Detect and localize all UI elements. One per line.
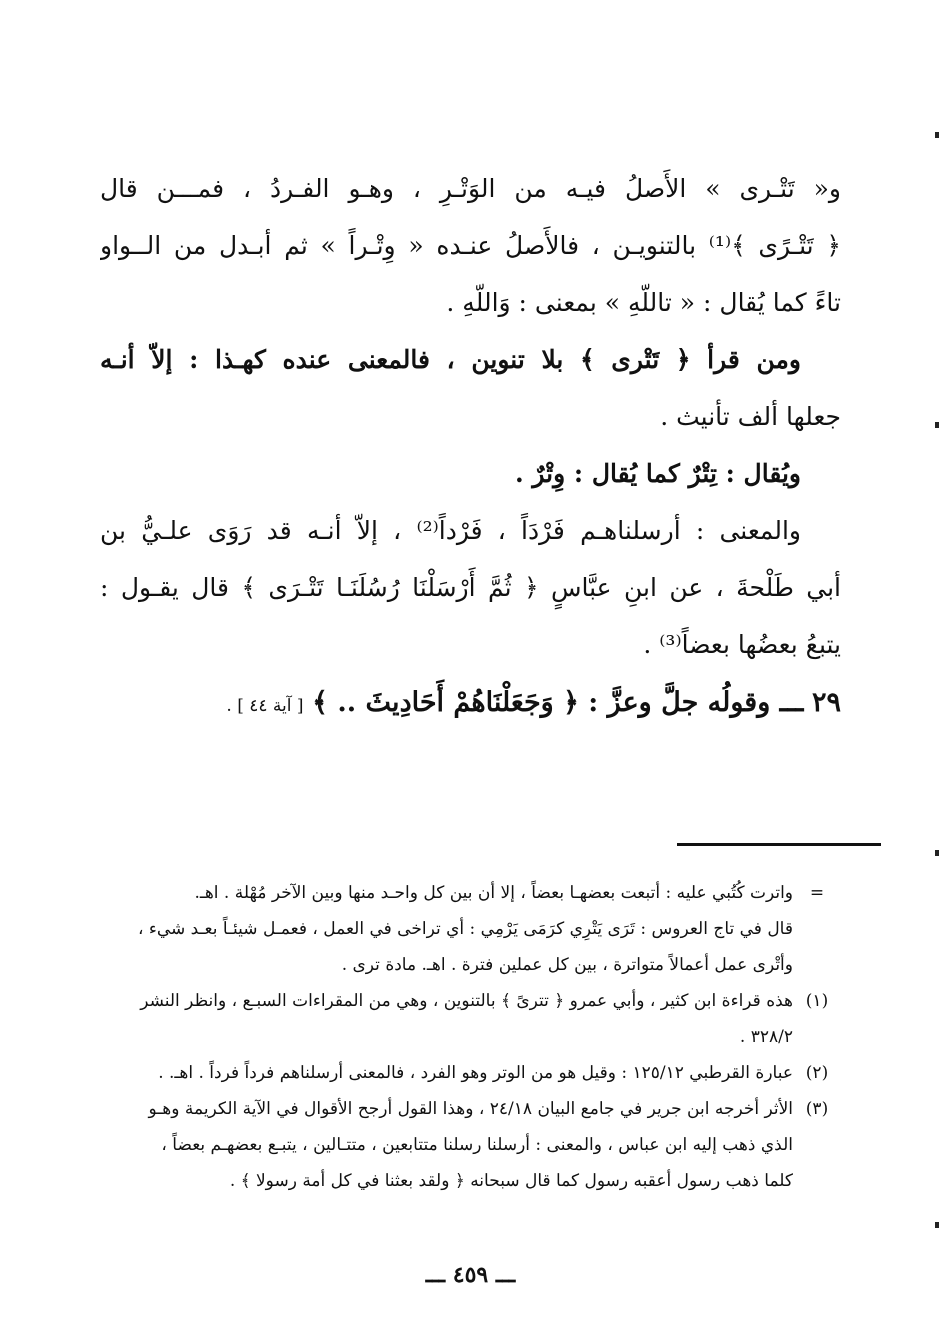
footnote-1 (100, 983, 841, 1055)
text-line: جعلها ألف تأنيث . (660, 402, 841, 431)
footnote-line: عبارة القرطبي ١٢٥/١٢ : وقيل هو من الوتر وهو الفرد ، فالمعنى أرسلناهم فرداً فرداً . اهـ. . (158, 1063, 793, 1083)
text-line: ويُقال : تِتْرٌ كما يُقال : وِتْرٌ . (514, 459, 801, 488)
scan-edge-mark (935, 422, 939, 428)
footnote-mark: (٢) (805, 1063, 829, 1083)
footnote-mark: (١) (805, 991, 829, 1011)
scan-edge-mark (935, 132, 939, 138)
footnote-line: الذي ذهب إليه ابن عباس ، والمعنى : أرسلنا رسلنا متتابعين ، متتـالين ، يتبـع بعضهـم بعضاً ، (161, 1135, 793, 1155)
page-number: ـــ ٤٥٩ ـــ (425, 1262, 516, 1288)
footnote-separator (677, 843, 881, 846)
footnote-line: ٣٢٨/٢ . (739, 1027, 793, 1047)
item-heading-text: ـــ وقولُه جلَّ وعزَّ : ﴿ وَجَعَلْنَاهُمْ أَحَادِيثَ .. ﴾ (312, 687, 804, 718)
footnote-line: كلما ذهب رسول أعقبه رسول كما قال سبحانه ﴿ ولقد بعثنا في كل أمة رسولا ﴾ . (229, 1171, 793, 1191)
item-29-heading (100, 673, 841, 736)
text-line: ﴿ تَتْـرًى ﴾⁽¹⁾ بالتنويـن ، فالأَصلُ عنـده « وِتْـراً » ثم أبـدل من الــواو (100, 231, 841, 260)
main-text (100, 160, 841, 736)
text-line: أبي طَلْحةَ ، عن ابنِ عبَّاسٍ ﴿ ثُمَّ أَرْسَلْنَا رُسُلَنَـا تَتْـرَى ﴾ قال يقـول : (100, 573, 841, 602)
text-line: تاءً كما يُقال : « تاللّهِ » بمعنى : وَاللّهِ . (446, 288, 841, 317)
footnote-mark: (٣) (805, 1099, 829, 1119)
scan-edge-mark (935, 850, 939, 856)
scan-edge-mark (935, 1222, 939, 1228)
text-line: والمعنى : أرسلناهـم فَرْدَاً ، فَرْداً⁽²⁾ ، إلاّ أنـه قد رَوَى علـيُّ بن (100, 516, 801, 545)
text-line: ومن قرأ ﴿ تَتْرى ﴾ بلا تنوين ، فالمعنى عنده كهـذا : إلاّ أنـه (100, 345, 801, 374)
footnote-mark: = (809, 883, 825, 903)
footnote-3 (100, 1091, 841, 1199)
footnote-line: وأتْرى عمل أعمالاً متواترة ، بين كل عملين فترة . اهـ. مادة ترى . (341, 955, 793, 975)
verse-reference: [ آية ٤٤ ] . (226, 696, 304, 716)
text-line: يتبعُ بعضُها بعضاً⁽³⁾ . (643, 630, 841, 659)
footnote-line: قال في تاج العروس : تَرَى يَتْرِي كرَمَى يَرْمِي : أي تراخى في العمل ، فعمـل شيئـاً بعـد شيء ، (137, 919, 793, 939)
footnote-line: الأثر أخرجه ابن جرير في جامع البيان ٢٤/١٨ ، وهذا القول أرجح الأقوال في الآية الكريمة وهـو (148, 1099, 793, 1119)
footnote-2 (100, 1055, 841, 1091)
item-number: ٢٩ (811, 687, 841, 718)
footnote-continuation (100, 875, 841, 983)
footnote-line: واترت كُتُبي عليه : أتبعت بعضهـا بعضاً ، إلا أن بين كل واحـد منها وبين الآخر مُهْلة . اهـ. (194, 883, 793, 903)
footnote-line: هذه قراءة ابن كثير ، وأبي عمرو ﴿ تترىً ﴾ بالتنوين ، وهي من المقراءات السبـع ، وانظر النشر (140, 991, 793, 1011)
text-line: و« تَتْـرى » الأَصلُ فيـه من الوَتْـرِ ، وهـو الفـردُ ، فمـــن قال (100, 174, 841, 203)
footnotes (100, 875, 841, 1199)
